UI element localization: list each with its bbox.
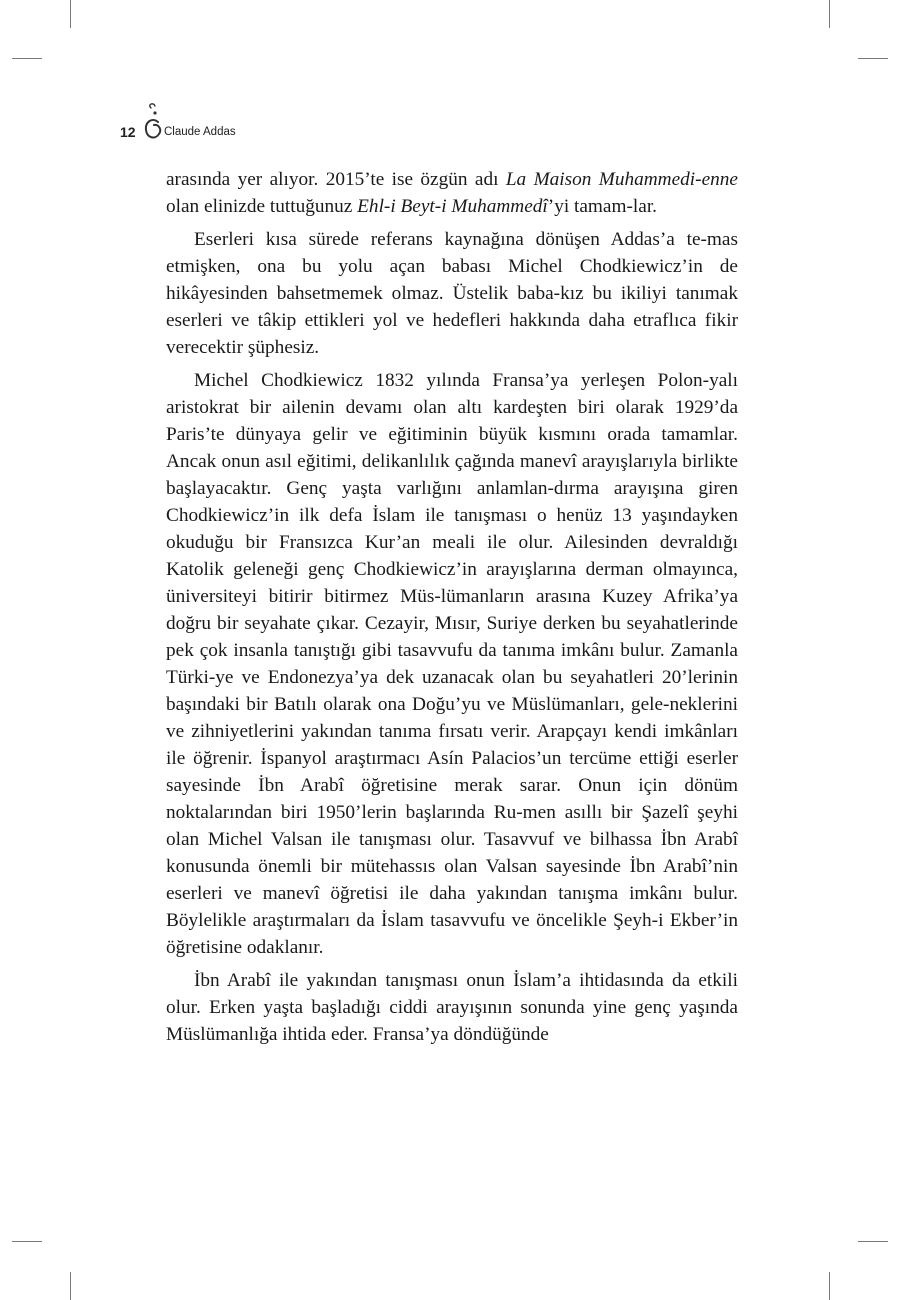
running-header-author: Claude Addas (164, 126, 236, 138)
crop-mark (858, 1241, 888, 1242)
crop-mark (70, 0, 71, 28)
italic-title-text: La Maison Muhammedi-enne (505, 169, 738, 190)
page-number: 12 (120, 124, 136, 140)
paragraph (166, 166, 738, 220)
crop-mark (829, 1272, 830, 1300)
crop-mark (70, 1272, 71, 1300)
paragraph-text: olan elinizde tuttuğunuz (166, 196, 358, 217)
crop-mark (12, 1241, 42, 1242)
publisher-logo-icon (142, 102, 164, 144)
paragraph (166, 967, 738, 1048)
paragraph-text: arasında yer alıyor. 2015’te ise özgün adı (166, 169, 506, 190)
crop-mark (12, 58, 42, 59)
body-text (166, 166, 738, 1054)
paragraph-text: İbn Arabî ile yakından tanışması onun İslam’a ihtidasında da etkili olur. Erken yaşta başladığı ciddi arayışının sonunda yine genç yaşında Müslümanlığa ihtida eder. Fransa’ya döndüğünde (166, 970, 738, 1045)
paragraph-text: Eserleri kısa sürede referans kaynağına dönüşen Addas’a te-mas etmişken, ona bu yolu açan babası Michel Chodkiewicz’in de hikâyesinden bahsetmemek olmaz. Üstelik baba-kız bu ikiliyi tanımak eserleri ve tâkip ettikleri yol ve hedefleri hakkında daha etraflıca fikir verecektir şüphesiz. (166, 229, 738, 358)
paragraph-text: ’yi tamam-lar. (547, 196, 658, 217)
paragraph-text: Michel Chodkiewicz 1832 yılında Fransa’ya yerleşen Polon-yalı aristokrat bir ailenin devamı olan altı kardeşten biri olarak 1929’da Paris’te dünyaya gelir ve eğitiminin büyük kısmını orada tamamlar. Ancak onun asıl eğitimi, delikanlılık çağında manevî arayışlarıyla birlikte başlayacaktır. Genç yaşta varlığını anlamlan-dırma arayışına giren Chodkiewicz’in ilk defa İslam ile tanışması o henüz 13 yaşındayken okuduğu bir Fransızca Kur’an meali ile olur. Ailesinden devraldığı Katolik geleneği genç Chodkiewicz’in arayışlarına derman olmayınca, üniversiteyi bitirir bitirmez Müs-lümanların arasına Kuzey Afrika’ya doğru bir seyahate çıkar. Cezayir, Mısır, Suriye derken bu seyahatlerinde pek çok insanla tanıştığı gibi tasavvufu da tanıma imkânı bulur. Zamanla Türki-ye ve Endonezya’ya dek uzanacak olan bu seyahatleri 20’lerinin başındaki bir Batılı olarak ona Doğu’yu ve Müslümanları, gele-neklerini ve zihniyetlerini yakından tanıma fırsatı verir. Arapçayı kendi imkânları ile öğrenir. İspanyol araştırmacı Asín Palacios’un tercüme ettiği eserler sayesinde İbn Arabî öğretisine merak sarar. Onun için dönüm noktalarından biri 1950’lerin başlarında Ru-men asıllı bir Şazelî şeyhi olan Michel Valsan ile tanışması olur. Tasavvuf ve bilhassa İbn Arabî konusunda önemli bir mütehassıs olan Valsan sayesinde İbn Arabî’nin eserleri ve manevî öğretisi ile daha yakından tanışma imkânı bulur. Böylelikle araştırmaları da İslam tasavvufu ve öncelikle Şeyh-i Ekber’in öğretisine odaklanır. (166, 370, 738, 958)
crop-mark (829, 0, 830, 28)
crop-mark (858, 58, 888, 59)
italic-title-text: Ehl-i Beyt-i Muhammedî (357, 196, 548, 217)
paragraph (166, 226, 738, 361)
paragraph (166, 367, 738, 961)
